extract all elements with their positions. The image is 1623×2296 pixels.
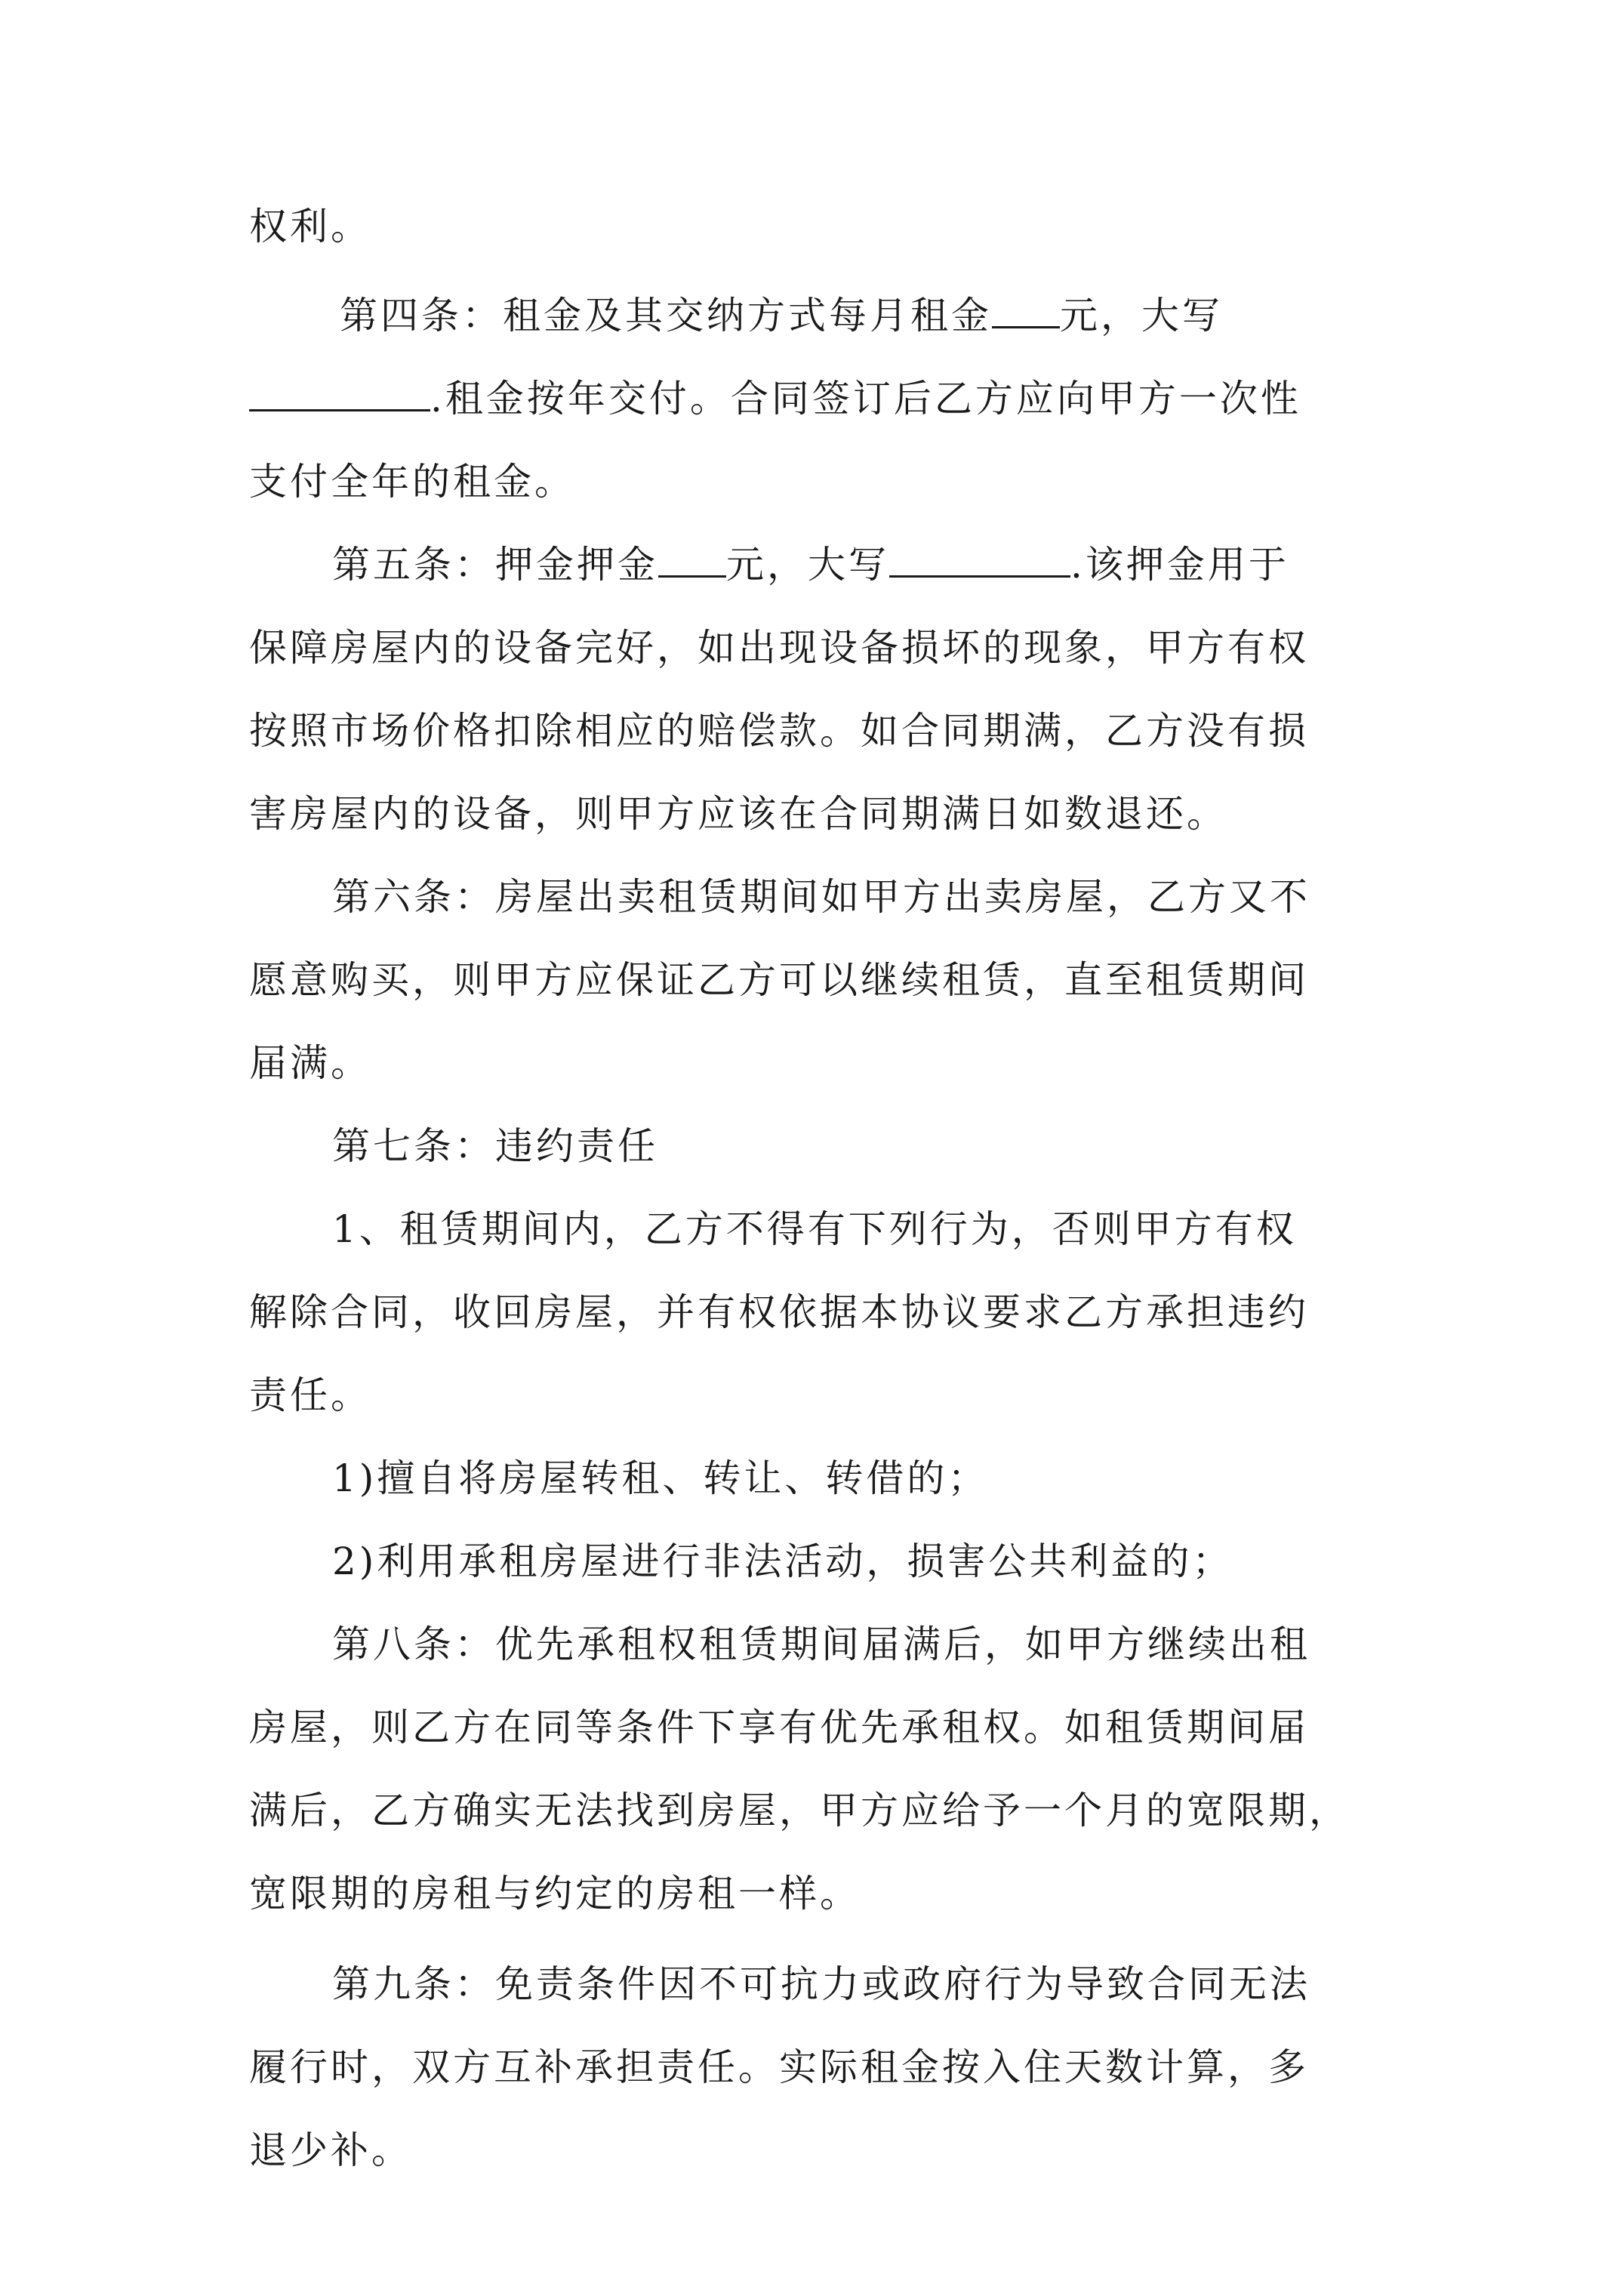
deposit-amount-blank [658, 542, 726, 578]
article-7-heading [332, 1123, 658, 1169]
text-line [249, 1871, 861, 1916]
text-span: 权利。 [249, 205, 371, 248]
article-6-line [332, 874, 1310, 920]
text-span: 支付全年的租金。 [249, 460, 575, 504]
text-line [249, 376, 1301, 421]
text-span: 保障房屋内的设备完好，如出现设备损坏的现象，甲方有权 [249, 626, 1309, 670]
text-line [249, 957, 1309, 1003]
text-line [249, 204, 371, 249]
text-span: 害房屋内的设备，则甲方应该在合同期满日如数退还。 [249, 792, 1227, 836]
article-9-line [332, 1962, 1310, 2007]
list-item [332, 1456, 988, 1501]
text-span: .该押金用于 [1070, 543, 1289, 587]
text-line [249, 708, 1309, 754]
text-span: 按照市场价格扣除相应的赔偿款。如合同期满，乙方没有损 [249, 709, 1309, 753]
text-span: 元，大写 [726, 543, 889, 587]
text-span: 房屋，则乙方在同等条件下享有优先承租权。如租赁期间届 [249, 1706, 1309, 1749]
text-line [249, 791, 1227, 837]
text-span: 2)利用承租房屋进行非法活动，损害公共利益的； [332, 1539, 1233, 1583]
text-line [249, 1788, 1350, 1833]
text-span: 第九条：免责条件因不可抗力或政府行为导致合同无法 [332, 1962, 1310, 2006]
text-span: 宽限期的房租与约定的房租一样。 [249, 1872, 861, 1915]
text-span: 责任。 [249, 1373, 371, 1417]
text-span: 第五条：押金押金 [332, 543, 658, 587]
text-span: 解除合同，收回房屋，并有权依据本协议要求乙方承担违约 [249, 1290, 1309, 1334]
list-item [332, 1539, 1233, 1584]
text-line [249, 1373, 371, 1418]
text-span: 第六条：房屋出卖租赁期间如甲方出卖房屋，乙方又不 [332, 875, 1310, 919]
deposit-capital-blank [889, 542, 1070, 578]
text-line [249, 1705, 1309, 1750]
text-line [249, 1040, 371, 1086]
text-line [249, 2128, 412, 2173]
text-line [249, 625, 1309, 670]
text-span: 1、租赁期间内，乙方不得有下列行为，否则甲方有权 [332, 1207, 1297, 1251]
article-5-line [332, 542, 1289, 587]
text-span: .租金按年交付。合同签订后乙方应向甲方一次性 [430, 377, 1301, 421]
text-line [249, 459, 575, 504]
text-span: 第七条：违约责任 [332, 1124, 658, 1168]
rent-amount-blank [992, 293, 1060, 328]
text-span: 退少补。 [249, 2128, 412, 2172]
article-8-line [332, 1622, 1310, 1667]
text-span: 履行时，双方互补承担责任。实际租金按入住天数计算，多 [249, 2045, 1309, 2089]
clause-1-line [332, 1207, 1297, 1252]
article-4-line [340, 293, 1223, 338]
text-span: 元，大写 [1060, 294, 1223, 337]
text-span: 届满。 [249, 1041, 371, 1085]
text-span: 第四条：租金及其交纳方式每月租金 [340, 294, 992, 337]
text-span: 第八条：优先承租权租赁期间届满后，如甲方继续出租 [332, 1623, 1310, 1666]
text-line [249, 2045, 1309, 2090]
text-span: 愿意购买，则甲方应保证乙方可以继续租赁，直至租赁期间 [249, 958, 1309, 1002]
text-line [249, 1290, 1309, 1335]
text-span: 满后，乙方确实无法找到房屋，甲方应给予一个月的宽限期， [249, 1789, 1350, 1832]
rent-capital-blank [249, 376, 430, 411]
text-span: 1)擅自将房屋转租、转让、转借的； [332, 1456, 989, 1500]
